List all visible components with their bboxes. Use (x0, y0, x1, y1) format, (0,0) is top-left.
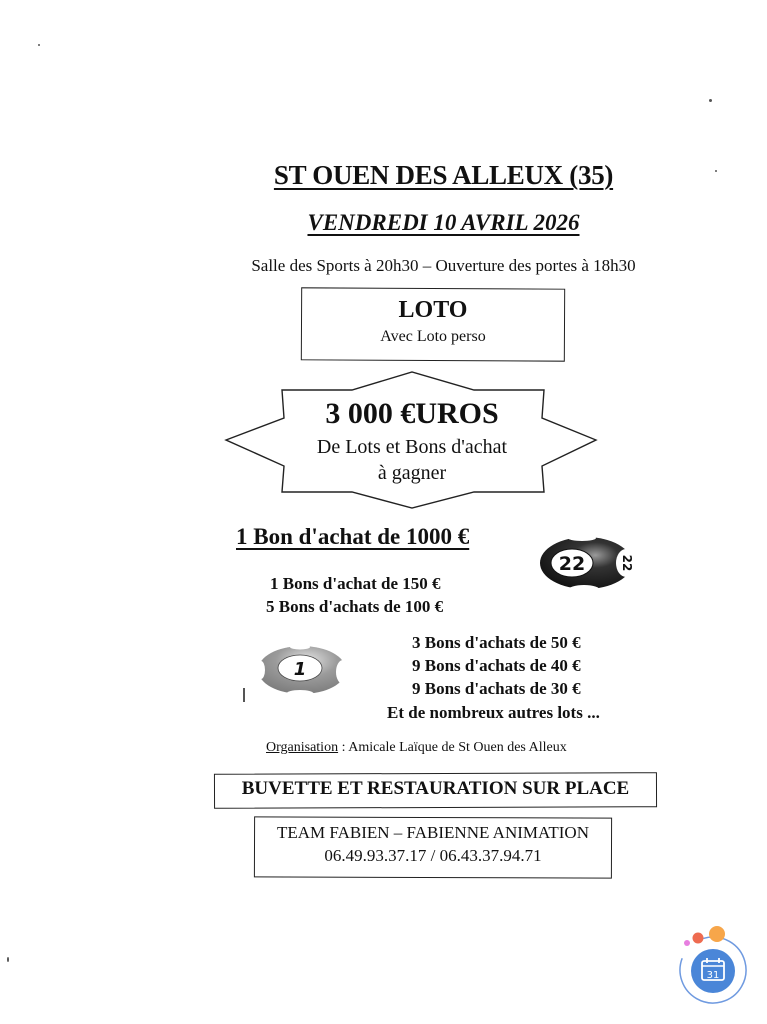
prize-item: 1 Bons d'achat de 150 € (270, 574, 441, 593)
prize-description-line2: à gagner (377, 462, 447, 484)
organisation-label: Organisation (266, 740, 339, 755)
prize-item: 9 Bons d'achats de 40 € (412, 656, 581, 675)
organisation-line (266, 740, 567, 756)
organisation-separator: : (338, 740, 349, 755)
buvette-text: BUVETTE ET RESTAURATION SUR PLACE (241, 778, 630, 799)
prize-description-line1: De Lots et Bons d'achat (316, 436, 508, 458)
scan-speck (243, 688, 245, 702)
main-prize: 1 Bon d'achat de 1000 € (236, 524, 470, 549)
loto-subtitle: Avec Loto perso (380, 328, 486, 345)
prize-item-more: Et de nombreux autres lots ... (387, 703, 600, 722)
contact-phones: 06.49.93.37.17 / 06.43.37.94.71 (324, 846, 542, 865)
venue-line: Salle des Sports à 20h30 – Ouverture des portes à 18h30 (251, 256, 636, 275)
contact-team: TEAM FABIEN – FABIENNE ANIMATION (277, 823, 589, 842)
prize-item: 3 Bons d'achats de 50 € (412, 633, 581, 652)
prize-item: 5 Bons d'achats de 100 € (266, 597, 444, 616)
calendar-widget-button[interactable] (676, 925, 750, 1005)
event-date: VENDREDI 10 AVRIL 2026 (307, 210, 580, 235)
organisation-value: Amicale Laïque de St Ouen des Alleux (348, 740, 567, 755)
scan-speck (709, 99, 712, 102)
scan-speck (38, 44, 40, 46)
loto-title: LOTO (398, 297, 468, 323)
scan-speck (7, 957, 9, 962)
scan-speck (715, 170, 717, 172)
bingo-ball-1-icon (256, 644, 350, 696)
svg-text:31: 31 (706, 970, 720, 981)
svg-text:1: 1 (293, 659, 307, 680)
prize-amount: 3 000 €UROS (325, 397, 499, 430)
svg-text:22: 22 (620, 554, 634, 572)
prize-item: 9 Bons d'achats de 30 € (412, 679, 581, 698)
svg-text:22: 22 (558, 553, 586, 575)
bingo-ball-22-icon (538, 535, 638, 591)
event-town-title: ST OUEN DES ALLEUX (35) (273, 160, 614, 190)
